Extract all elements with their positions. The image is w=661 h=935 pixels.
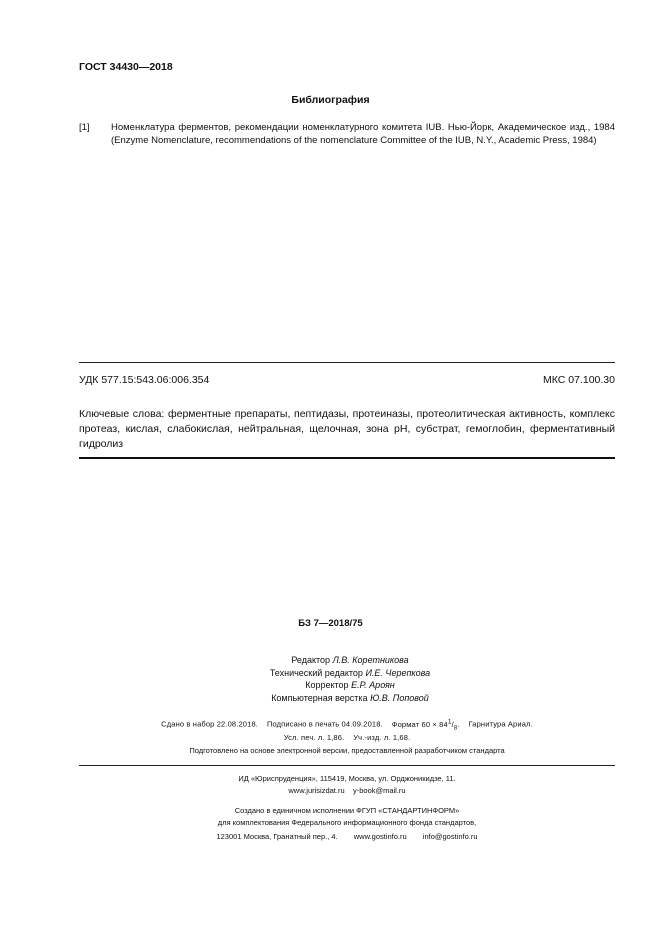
keywords-text: Ключевые слова: ферментные препараты, пептидазы, протеиназы, протеолитическая активность, комплекс протеаз, кислая, слабокислая, нейтральная, щелочная, зона pH, субстрат, гемоглобин, ферментативный гидролиз: [79, 408, 615, 450]
staff-role: Редактор: [291, 655, 331, 665]
print-format-numerator: 1: [447, 718, 452, 725]
print-signed-date: Подписано в печать 04.09.2018.: [266, 719, 383, 729]
divider-thick: [79, 457, 615, 459]
staff-role: Корректор: [305, 680, 349, 690]
bibliography-title: Библиография: [291, 94, 370, 106]
bibliography-item: [79, 121, 615, 147]
staff-name: Л.В. Коретникова: [332, 655, 409, 665]
print-font: Гарнитура Ариал.: [468, 719, 533, 729]
staff-line: [200, 692, 500, 705]
udc-code: УДК 577.15:543.06:006.354: [79, 374, 210, 386]
bibliography-item-text: Номенклатура ферментов, рекомендации номенклатурного комитета IUB. Нью-Йорк, Академическое изд., 1984 (Enzyme Nomenclature, recommendations of the nomenclature Committee of the IUB, N.Y., Academic Press, 1984): [111, 122, 615, 146]
made-line-1: Создано в единичном исполнении ФГУП «СТАНДАРТИНФОРМ»: [234, 806, 460, 815]
publisher-line-2: www.jurisizdat.ru y-book@mail.ru: [288, 785, 406, 795]
divider-top: [79, 362, 615, 363]
made-info: [0, 805, 661, 843]
mks-code: МКС 07.100.30: [543, 374, 615, 386]
bibliography-item-number: [1]: [79, 122, 90, 133]
prepared-note: Подготовлено на основе электронной версии, предоставленной разработчиком стандарта: [189, 746, 505, 755]
bz-number: БЗ 7—2018/75: [298, 618, 363, 629]
print-format-denominator: 8: [453, 725, 458, 731]
publisher-info: [0, 773, 661, 796]
staff-name: Ю.В. Поповой: [370, 692, 429, 703]
document-standard-number: ГОСТ 34430—2018: [79, 61, 173, 73]
staff-line: [200, 667, 500, 680]
made-line-3: [0, 831, 661, 843]
print-info-line-2: [0, 733, 661, 742]
print-format: Формат $60 \times 84^1/_8$.: [391, 718, 460, 731]
staff-line: [200, 679, 500, 692]
staff-name: И.Е. Черепкова: [365, 667, 431, 678]
print-format-prefix: Формат 60 × 84: [391, 719, 448, 729]
staff-list: [200, 654, 500, 704]
print-usl: Усл. печ. л. 1,86.: [283, 733, 345, 742]
made-line-2: для комплектования Федерального информационного фонда стандартов,: [217, 817, 477, 827]
divider-footer: [79, 765, 615, 766]
print-info-line-1: [0, 718, 661, 731]
print-info: [0, 718, 661, 742]
made-site-link[interactable]: www.gostinfo.ru: [353, 832, 407, 841]
print-sent-date: Сдано в набор 22.08.2018.: [161, 719, 259, 729]
staff-role: Технический редактор: [269, 667, 363, 678]
staff-line: [200, 654, 500, 667]
staff-name: Е.Р. Ароян: [351, 680, 395, 690]
staff-role: Компьютерная верстка: [271, 692, 368, 703]
made-address: 123001 Москва, Гранатный пер., 4.: [216, 832, 338, 841]
print-uch: Уч.-изд. л. 1,68.: [353, 733, 411, 742]
made-email-link[interactable]: info@gostinfo.ru: [422, 832, 478, 841]
publisher-line-1: ИД «Юриспруденция», 115419, Москва, ул. Орджоникидзе, 11.: [238, 774, 456, 783]
